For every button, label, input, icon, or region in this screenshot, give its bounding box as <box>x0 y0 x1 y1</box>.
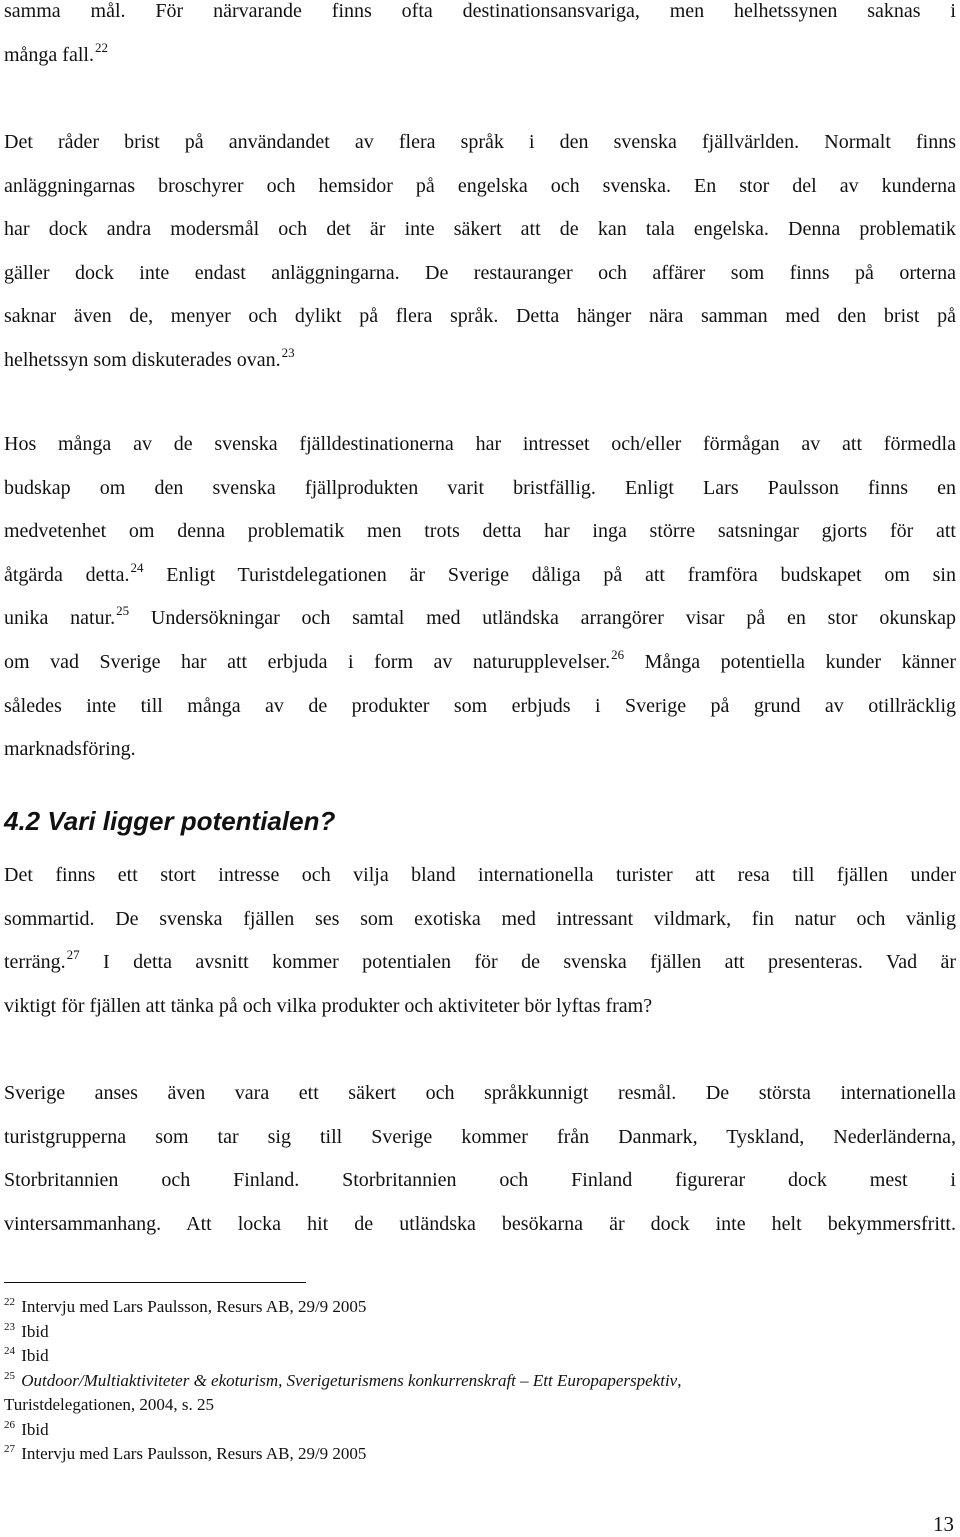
paragraph-text: Många potentiella kunder känner <box>624 650 957 673</box>
paragraph-line: samma mål. För närvarande finns ofta destinationsansvariga, men helhetssynen saknas i <box>4 0 956 22</box>
footnote-text: Ibid <box>21 1419 49 1439</box>
footnote <box>4 1418 904 1443</box>
paragraph-line: Det finns ett stort intresse och vilja bland internationella turister att resa till fjällen under <box>4 864 956 886</box>
paragraph-line <box>4 941 956 985</box>
paragraph-line: således inte till många av de produkter som erbjuds i Sverige på grund av otillräcklig <box>4 694 956 717</box>
footnote-continuation: Turistdelegationen, 2004, s. 25 <box>4 1395 214 1414</box>
paragraph-text: I detta avsnitt kommer potentialen för de svenska fjällen att presenteras. Vad är <box>79 951 956 974</box>
footnote <box>4 1344 904 1369</box>
footnote-number: 26 <box>4 1418 15 1431</box>
footnote-text: Intervju med Lars Paulsson, Resurs AB, 29/9 2005 <box>21 1444 367 1463</box>
paragraph-line: turistgrupperna som tar sig till Sverige kommer från Danmark, Tyskland, Nederländerna, <box>4 1125 956 1148</box>
paragraph-2 <box>4 121 956 383</box>
paragraph-line: har dock andra modersmål och det är inte säkert att de kan tala engelska. Denna problematik <box>4 218 956 241</box>
paragraph-line <box>4 339 956 383</box>
paragraph-line: Hos många av de svenska fjälldestinationerna har intresset och/eller förmågan av att förmedla <box>4 433 956 455</box>
footnote-separator <box>4 1282 306 1283</box>
paragraph-3 <box>4 423 956 772</box>
paragraph-line: medvetenhet om denna problematik men trots detta har inga större satsningar gjorts för att <box>4 520 956 543</box>
footnote-text: Intervju med Lars Paulsson, Resurs AB, 29/9 2005 <box>21 1297 367 1316</box>
footnote <box>4 1320 904 1345</box>
paragraph-line: gäller dock inte endast anläggningarna. De restauranger och affärer som finns på orterna <box>4 261 956 284</box>
paragraph-line: saknar även de, menyer och dylikt på flera språk. Detta hänger nära samman med den brist på <box>4 305 956 328</box>
footnote-reference[interactable]: 24 <box>130 559 144 575</box>
footnotes <box>4 1295 904 1467</box>
paragraph-line: Sverige anses även vara ett säkert och språkkunnigt resmål. De största internationella <box>4 1082 956 1104</box>
paragraph-text: Enligt Turistdelegationen är Sverige dåliga på att framföra budskapet om sin <box>143 563 956 586</box>
paragraph-5 <box>4 1072 956 1246</box>
paragraph-text: om vad Sverige har att erbjuda i form av naturupplevelser. <box>4 650 611 673</box>
footnote <box>4 1369 904 1394</box>
paragraph-line <box>4 34 956 78</box>
footnote-reference[interactable]: 22 <box>94 39 108 55</box>
footnote-text: Ibid <box>21 1321 49 1341</box>
section-heading: 4.2 Vari ligger potentialen? <box>4 806 336 836</box>
paragraph-4 <box>4 854 956 1028</box>
paragraph-text: terräng. <box>4 951 66 974</box>
footnote-reference[interactable]: 26 <box>611 646 625 662</box>
footnote-reference[interactable]: 25 <box>116 603 130 619</box>
footnote <box>4 1442 904 1467</box>
footnote-title: Outdoor/Multiaktiviteter & ekoturism, Sverigeturismens konkurrenskraft – Ett Europaperspektiv <box>21 1370 678 1390</box>
footnote <box>4 1295 904 1320</box>
paragraph-text: unika natur. <box>4 607 116 630</box>
paragraph-text: helhetssyn som diskuterades ovan. <box>4 348 281 371</box>
paragraph-text: åtgärda detta. <box>4 563 130 586</box>
paragraph-line: Det råder brist på användandet av flera språk i den svenska fjällvärlden. Normalt finns <box>4 131 956 153</box>
paragraph-line: sommartid. De svenska fjällen ses som exotiska med intressant vildmark, fin natur och vänlig <box>4 907 956 930</box>
page-number: 13 <box>933 1512 954 1536</box>
footnote-text: Ibid <box>21 1346 49 1365</box>
paragraph-line <box>4 597 956 641</box>
paragraph-line: marknadsföring. <box>4 738 136 761</box>
paragraph-line <box>4 554 956 598</box>
footnote-number: 23 <box>4 1320 15 1333</box>
footnote-reference[interactable]: 23 <box>281 344 295 360</box>
footnote-number: 25 <box>4 1369 15 1382</box>
paragraph-text: Undersökningar och samtal med utländska arrangörer visar på en stor okunskap <box>129 607 956 630</box>
paragraph-line: budskap om den svenska fjällprodukten varit bristfällig. Enligt Lars Paulsson finns en <box>4 476 956 499</box>
footnote-reference[interactable]: 27 <box>66 947 80 963</box>
paragraph-line: anläggningarnas broschyrer och hemsidor på engelska och svenska. En stor del av kunderna <box>4 174 956 197</box>
paragraph-line: viktigt för fjällen att tänka på och vilka produkter och aktiviteter bör lyftas fram? <box>4 994 653 1017</box>
paragraph-line: vintersammanhang. Att locka hit de utländska besökarna är dock inte helt bekymmersfritt. <box>4 1212 956 1235</box>
paragraph-line <box>4 641 956 685</box>
footnote-number: 24 <box>4 1345 15 1357</box>
paragraph-line: Storbritannien och Finland. Storbritannien och Finland figurerar dock mest i <box>4 1169 956 1192</box>
footnote-text: , <box>677 1370 682 1390</box>
footnote-number: 22 <box>4 1296 15 1308</box>
paragraph-text: många fall. <box>4 43 94 66</box>
paragraph-1 <box>4 0 956 77</box>
footnote-number: 27 <box>4 1443 15 1455</box>
